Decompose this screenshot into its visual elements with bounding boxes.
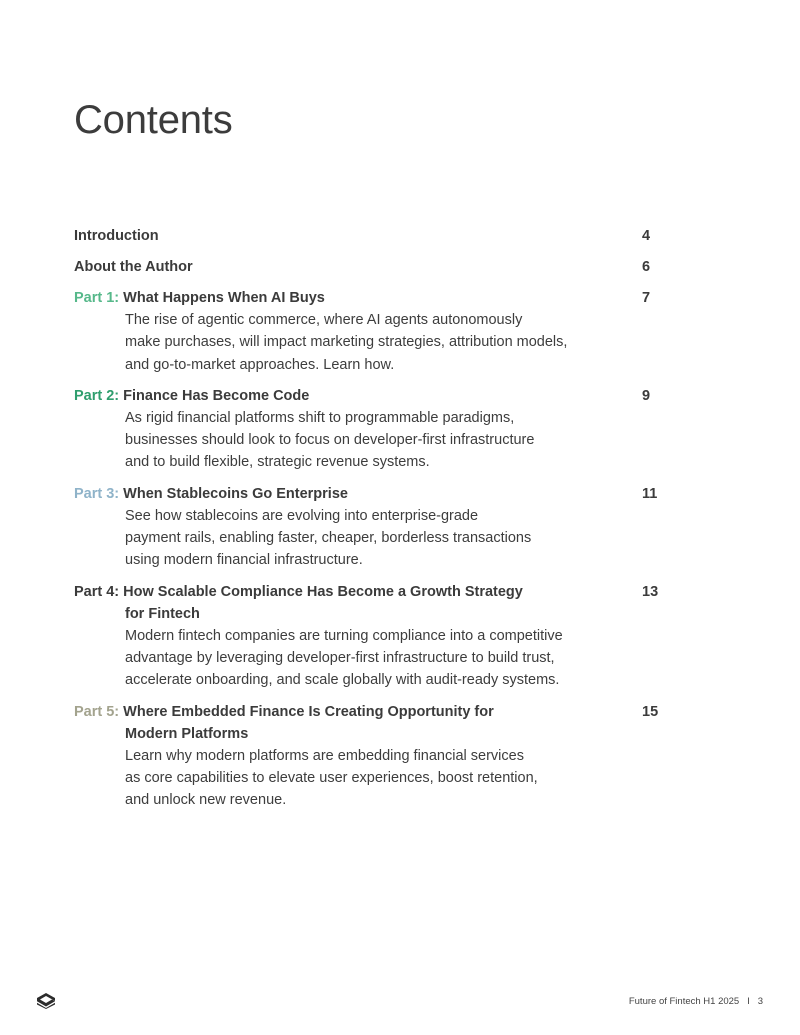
part-label: Part 3: — [74, 485, 120, 502]
toc-entry-part-2[interactable] — [74, 385, 674, 474]
desc-line: and go-to-market approaches. Learn how. — [125, 356, 395, 373]
toc-entry-title: How Scalable Compliance Has Become a Growth Strategy — [123, 583, 523, 600]
toc-entry-title: About the Author — [74, 259, 193, 275]
toc-entry-title-continued: Modern Platforms — [125, 725, 249, 742]
desc-line: The rise of agentic commerce, where AI agents autonomously — [125, 312, 523, 328]
footer-page-number: 3 — [757, 996, 763, 1007]
desc-line: make purchases, will impact marketing strategies, attribution models, — [125, 334, 568, 351]
brand-logo-icon — [36, 993, 56, 1009]
desc-line: and to build flexible, strategic revenue systems. — [125, 454, 430, 471]
desc-line: As rigid financial platforms shift to programmable paradigms, — [125, 409, 515, 426]
desc-line: See how stablecoins are evolving into enterprise-grade — [125, 507, 479, 524]
toc-entry-title: When Stablecoins Go Enterprise — [123, 485, 348, 502]
toc-page-number: 7 — [642, 290, 651, 306]
desc-line: accelerate onboarding, and scale globally with audit-ready systems. — [125, 672, 560, 689]
toc-entry-description — [74, 745, 595, 812]
desc-line: Modern fintech companies are turning compliance into a competitive — [125, 627, 563, 644]
toc-entry-part-5[interactable] — [74, 701, 674, 812]
desc-line: payment rails, enabling faster, cheaper, borderless transactions — [125, 530, 532, 547]
toc-entry-title: Introduction — [74, 228, 159, 244]
desc-line: as core capabilities to elevate user experiences, boost retention, — [125, 769, 538, 786]
toc-entry-introduction[interactable] — [74, 225, 674, 247]
desc-line: advantage by leveraging developer-first infrastructure to build trust, — [125, 649, 555, 666]
footer — [629, 996, 763, 1007]
toc-page-number: 15 — [642, 703, 659, 720]
toc-entry-description — [74, 407, 595, 474]
footer-title: Future of Fintech H1 2025 — [628, 996, 740, 1007]
toc-page-number: 6 — [642, 259, 651, 275]
toc-entry-title: Where Embedded Finance Is Creating Opportunity for — [123, 703, 494, 720]
part-label: Part 2: — [74, 387, 120, 404]
toc-entry-description — [74, 505, 595, 572]
toc-entry-part-4[interactable] — [74, 581, 674, 692]
toc-entry-part-1[interactable] — [74, 287, 674, 376]
part-label: Part 1: — [74, 290, 120, 306]
table-of-contents — [74, 225, 674, 811]
desc-line: Learn why modern platforms are embedding financial services — [125, 747, 524, 764]
toc-page-number: 4 — [642, 228, 651, 244]
toc-entry-about-author[interactable] — [74, 256, 674, 278]
part-label: Part 4: — [74, 583, 120, 600]
toc-entry-title-continued: for Fintech — [125, 605, 200, 622]
footer-separator: I — [747, 996, 750, 1007]
toc-page-number: 11 — [642, 485, 658, 502]
desc-line: and unlock new revenue. — [125, 792, 287, 809]
toc-entry-title: Finance Has Become Code — [123, 387, 310, 404]
toc-entry-title: What Happens When AI Buys — [123, 290, 325, 306]
toc-entry-description — [74, 309, 595, 376]
toc-page-number: 9 — [642, 387, 651, 404]
desc-line: using modern financial infrastructure. — [125, 552, 363, 569]
toc-entry-part-3[interactable] — [74, 483, 674, 572]
desc-line: businesses should look to focus on developer-first infrastructure — [125, 432, 535, 449]
toc-entry-description — [74, 625, 595, 692]
part-label: Part 5: — [74, 703, 120, 720]
page-title: Contents — [74, 98, 233, 142]
toc-page-number: 13 — [642, 583, 659, 600]
